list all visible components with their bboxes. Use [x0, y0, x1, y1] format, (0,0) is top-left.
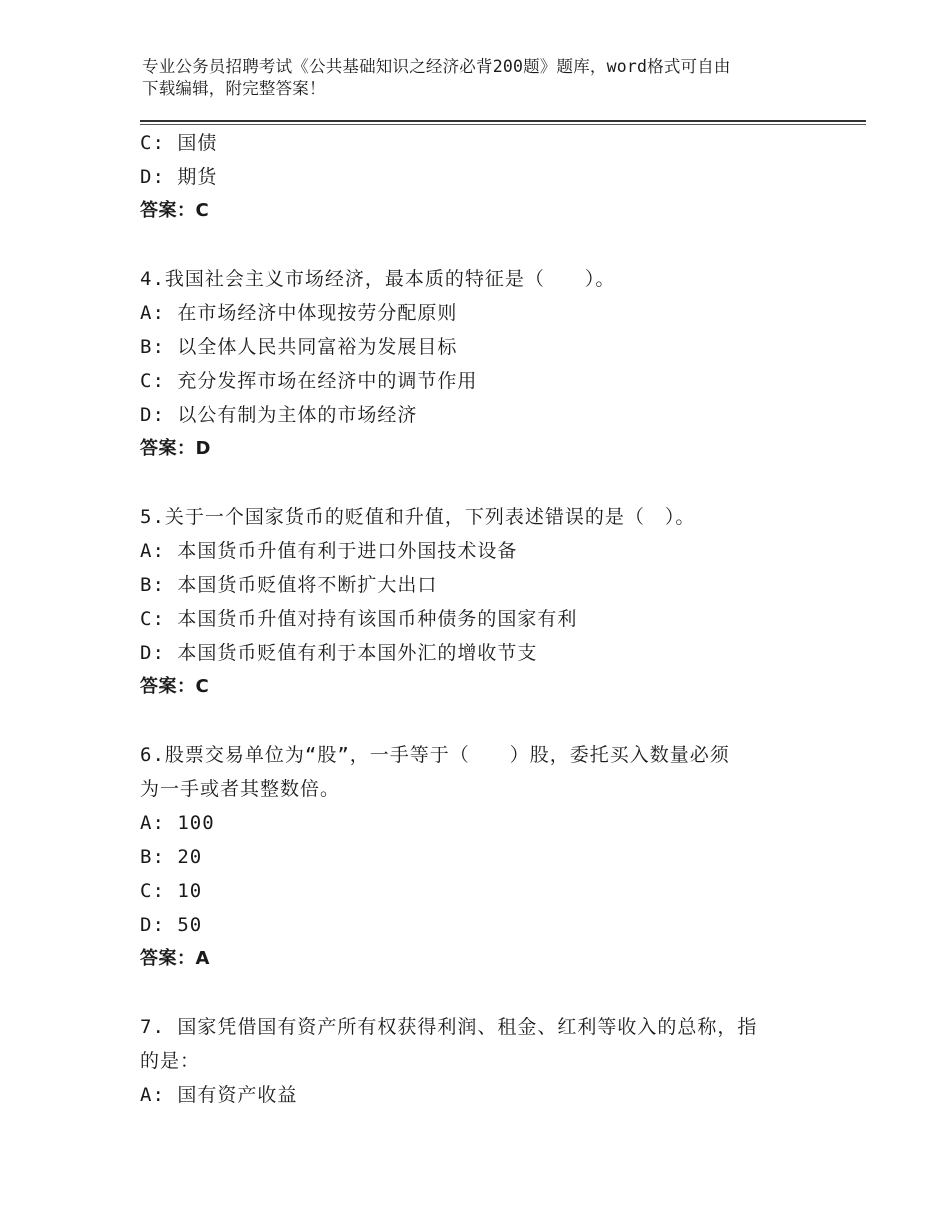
header-line-1: 专业公务员招聘考试《公共基础知识之经济必背200题》题库，word格式可自由: [142, 57, 731, 76]
option-a: A: 100: [140, 812, 215, 834]
spacer: [140, 228, 820, 262]
question-stem-line-1: 7. 国家凭借国有资产所有权获得利润、租金、红利等收入的总称，指: [140, 1016, 758, 1038]
option-c: C: 10: [140, 880, 203, 902]
answer-label: 答案：C: [140, 200, 210, 221]
option-c: C: 本国货币升值对持有该国币种债务的国家有利: [140, 608, 578, 630]
header-line-2: 下载编辑，附完整答案！: [142, 79, 326, 98]
question-7: [140, 1010, 820, 1112]
answer-label: 答案：C: [140, 676, 210, 697]
option-b: B: 20: [140, 846, 203, 868]
answer-label: 答案：D: [140, 438, 211, 459]
option-d: D: 50: [140, 914, 203, 936]
question-stem: 5.关于一个国家货币的贬值和升值，下列表述错误的是（ ）。: [140, 506, 696, 528]
spacer: [140, 466, 820, 500]
option-b: B: 以全体人民共同富裕为发展目标: [140, 336, 458, 358]
spacer: [140, 704, 820, 738]
option-d: D: 本国货币贬值有利于本国外汇的增收节支: [140, 642, 538, 664]
question-6: [140, 738, 820, 976]
question-stem: 4.我国社会主义市场经济，最本质的特征是（ ）。: [140, 268, 616, 290]
header-rule-thin: [140, 124, 866, 125]
option-d: D: 期货: [140, 166, 218, 188]
spacer: [140, 976, 820, 1010]
question-stem-line-1: 6.股票交易单位为“股”，一手等于（ ）股，委托买入数量必须: [140, 744, 730, 766]
option-c: C: 国债: [140, 132, 218, 154]
option-c: C: 充分发挥市场在经济中的调节作用: [140, 370, 478, 392]
header-rule-thick: [140, 120, 866, 122]
option-a: A: 本国货币升值有利于进口外国技术设备: [140, 540, 518, 562]
option-a: A: 国有资产收益: [140, 1084, 298, 1106]
page-header: [142, 56, 822, 100]
option-b: B: 本国货币贬值将不断扩大出口: [140, 574, 438, 596]
option-a: A: 在市场经济中体现按劳分配原则: [140, 302, 458, 324]
answer-label: 答案：A: [140, 948, 210, 969]
question-4: [140, 262, 820, 466]
question-3-tail: [140, 126, 820, 228]
question-list: [140, 126, 820, 1112]
question-5: [140, 500, 820, 704]
question-stem-line-2: 为一手或者其整数倍。: [140, 778, 341, 800]
question-stem-line-2: 的是：: [140, 1050, 201, 1072]
option-d: D: 以公有制为主体的市场经济: [140, 404, 418, 426]
